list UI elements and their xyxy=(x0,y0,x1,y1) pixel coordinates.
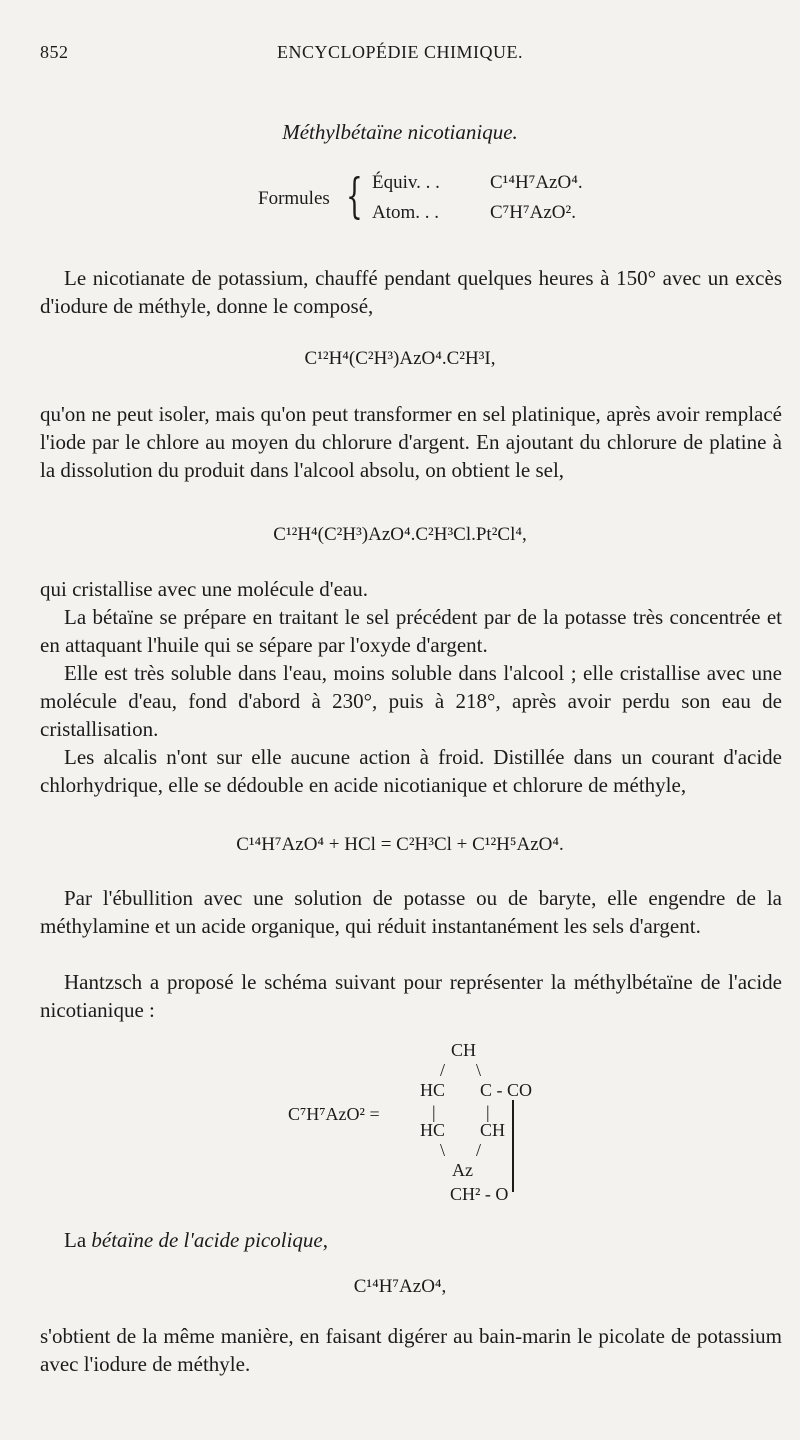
label-prefix: La xyxy=(64,1228,92,1252)
betaine-label xyxy=(64,1228,328,1253)
page-header xyxy=(0,42,800,70)
paragraph: Les alcalis n'ont sur elle aucune action à froid. Distillée dans un courant d'acide chlorhydrique, elle se dédouble en acide nicotianique et chlorure de méthyle, xyxy=(40,745,782,797)
atom-c-co: C - CO xyxy=(480,1080,533,1100)
atom-ch: CH xyxy=(480,1120,506,1140)
formules-label: Formules xyxy=(258,188,330,209)
bond-slash: / xyxy=(476,1140,482,1160)
paragraph: Le nicotianate de potassium, chauffé pendant quelques heures à 150° avec un excès d'iodure de méthyle, donne le composé, xyxy=(40,266,782,318)
bond-vertical: | xyxy=(432,1102,436,1122)
bond-vertical: | xyxy=(486,1102,490,1122)
formules-block xyxy=(0,168,800,232)
paragraph: Par l'ébullition avec une solution de potasse ou de baryte, elle engendre de la méthylamine et un acide organique, qui réduit instantanément les sels d'argent. xyxy=(40,886,782,938)
paragraph: s'obtient de la même manière, en faisant digérer au bain-marin le picolate de potassium avec l'iodure de méthyle. xyxy=(40,1324,782,1376)
formula-compose: C¹²H⁴(C²H³)AzO⁴.C²H³I, xyxy=(304,348,496,369)
running-title: ENCYCLOPÉDIE CHIMIQUE. xyxy=(277,42,523,62)
paragraph: qui cristallise avec une molécule d'eau. xyxy=(40,577,368,601)
formula-sel-platinique: C¹²H⁴(C²H³)AzO⁴.C²H³Cl.Pt²Cl⁴, xyxy=(273,524,527,545)
atom-ch-top: CH xyxy=(451,1040,477,1060)
paragraph: Elle est très soluble dans l'eau, moins soluble dans l'alcool ; elle cristallise avec une molécule d'eau, fond d'abord à 230°, puis à 218°, après avoir perdu son eau de cristallisation. xyxy=(40,661,782,741)
formule-value: C¹⁴H⁷AzO⁴. xyxy=(490,172,583,193)
formule-name: Atom. . . xyxy=(372,202,440,223)
label-suffix: , xyxy=(322,1228,328,1252)
formula-reaction: C¹⁴H⁷AzO⁴ + HCl = C²H³Cl + C¹²H⁵AzO⁴. xyxy=(236,834,564,855)
structure-lhs: C⁷H⁷AzO² = xyxy=(288,1104,380,1124)
atom-az: Az xyxy=(452,1160,473,1180)
page-number: 852 xyxy=(40,42,69,62)
formule-value: C⁷H⁷AzO². xyxy=(490,202,576,223)
paragraph: qu'on ne peut isoler, mais qu'on peut transformer en sel platinique, après avoir remplacé l'iode par le chlore au moyen du chlorure d'argent. En ajoutant du chlorure de platine à la dissolution du produit dans l'alcool absolu, on obtient le sel, xyxy=(40,402,782,482)
bond-vertical-long xyxy=(512,1100,514,1192)
formula-picolique: C¹⁴H⁷AzO⁴, xyxy=(353,1276,447,1297)
bond-backslash: \ xyxy=(476,1060,482,1080)
paragraph: Hantzsch a proposé le schéma suivant pour représenter la méthylbétaïne de l'acide nicotianique : xyxy=(40,970,782,1022)
formule-atom xyxy=(372,202,576,224)
atom-ch2-o: CH² - O xyxy=(450,1184,509,1204)
structural-formula xyxy=(0,1040,800,1230)
atom-hc: HC xyxy=(420,1080,446,1100)
bond-slash: / xyxy=(440,1060,446,1080)
atom-hc: HC xyxy=(420,1120,446,1140)
section-title: Méthylbétaïne nicotianique. xyxy=(282,120,518,144)
formule-equiv xyxy=(372,172,583,194)
paragraph: La bétaïne se prépare en traitant le sel précédent par de la potasse très concentrée et en attaquant l'huile qui se sépare par l'oxyde d'argent. xyxy=(40,605,782,657)
formule-name: Équiv. . . xyxy=(372,172,440,193)
label-italic: bétaïne de l'acide picolique xyxy=(91,1228,323,1252)
bond-backslash: \ xyxy=(440,1140,446,1160)
brace-icon: { xyxy=(346,168,363,224)
